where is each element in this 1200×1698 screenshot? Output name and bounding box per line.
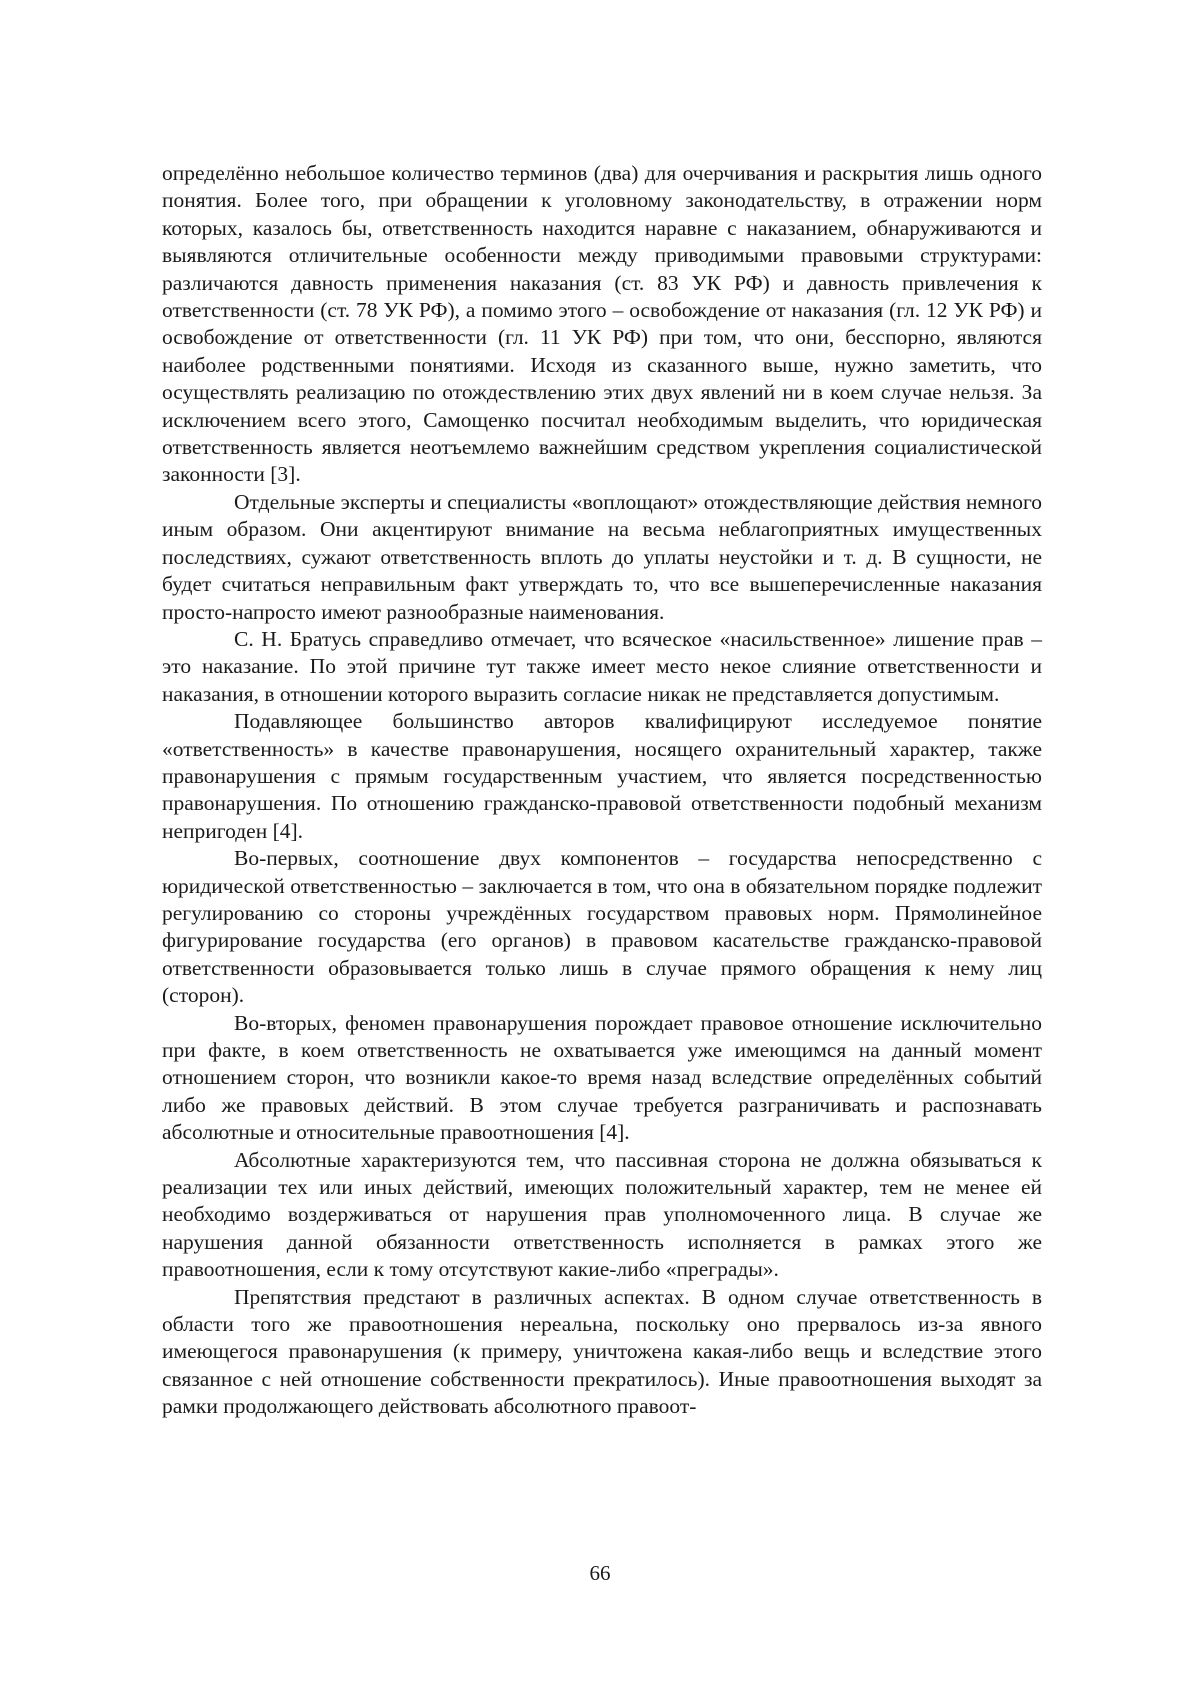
- paragraph-2: Отдельные эксперты и специалисты «воплощают» отождествляющие действия немного иным образом. Они акцентируют внимание на весьма неблагоприятных имущественных последствиях, сужают ответственность вплоть до уплаты неустойки и т. д. В сущности, не будет считаться неправильным факт утверждать то, что все вышеперечисленные наказания просто-напросто имеют разнообразные наименования.: [162, 489, 1042, 626]
- paragraph-6: Во-вторых, феномен правонарушения порождает правовое отношение исключительно при факте, в коем ответственность не охватывается уже имеющимся на данный момент отношением сторон, что возникли какое-то время назад вследствие определённых событий либо же правовых действий. В этом случае требуется разграничивать и распознавать абсолютные и относительные правоотношения [4].: [162, 1010, 1042, 1147]
- paragraph-7: Абсолютные характеризуются тем, что пассивная сторона не должна обязываться к реализации тех или иных действий, имеющих положительный характер, тем не менее ей необходимо воздерживаться от нарушения прав уполномоченного лица. В случае же нарушения данной обязанности ответственность исполняется в рамках этого же правоотношения, если к тому отсутствуют какие-либо «преграды».: [162, 1147, 1042, 1284]
- document-page: [0, 0, 1200, 1698]
- paragraph-5: Во-первых, соотношение двух компонентов – государства непосредственно с юридической ответственностью – заключается в том, что она в обязательном порядке подлежит регулированию со стороны учреждённых государством правовых норм. Прямолинейное фигурирование государства (его органов) в правовом касательстве гражданско-правовой ответственности образовывается только лишь в случае прямого обращения к нему лиц (сторон).: [162, 845, 1042, 1009]
- paragraph-3: С. Н. Братусь справедливо отмечает, что всяческое «насильственное» лишение прав – это наказание. По этой причине тут также имеет место некое слияние ответственности и наказания, в отношении которого выразить согласие никак не представляется допустимым.: [162, 626, 1042, 708]
- body-text: [162, 160, 1042, 1421]
- paragraph-8: Препятствия предстают в различных аспектах. В одном случае ответственность в области того же правоотношения нереальна, поскольку оно прервалось из-за явного имеющегося правонарушения (к примеру, уничтожена какая-либо вещь и вследствие этого связанное с ней отношение собственности прекратилось). Иные правоотношения выходят за рамки продолжающего действовать абсолютного правоот-: [162, 1284, 1042, 1421]
- page-number: 66: [0, 1561, 1200, 1586]
- paragraph-4: Подавляющее большинство авторов квалифицируют исследуемое понятие «ответственность» в качестве правонарушения, носящего охранительный характер, также правонарушения с прямым государственным участием, что является посредственностью правонарушения. По отношению гражданско-правовой ответственности подобный механизм непригоден [4].: [162, 708, 1042, 845]
- paragraph-1: определённо небольшое количество терминов (два) для очерчивания и раскрытия лишь одного понятия. Более того, при обращении к уголовному законодательству, в отражении норм которых, казалось бы, ответственность находится наравне с наказанием, обнаруживаются и выявляются отличительные особенности между приводимыми правовыми структурами: различаются давность применения наказания (ст. 83 УК РФ) и давность привлечения к ответственности (ст. 78 УК РФ), а помимо этого – освобождение от наказания (гл. 12 УК РФ) и освобождение от ответственности (гл. 11 УК РФ) при том, что они, бесспорно, являются наиболее родственными понятиями. Исходя из сказанного выше, нужно заметить, что осуществлять реализацию по отождествлению этих двух явлений ни в коем случае нельзя. За исключением всего этого, Самощенко посчитал необходимым выделить, что юридическая ответственность является неотъемлемо важнейшим средством укрепления социалистической законности [3].: [162, 160, 1042, 489]
